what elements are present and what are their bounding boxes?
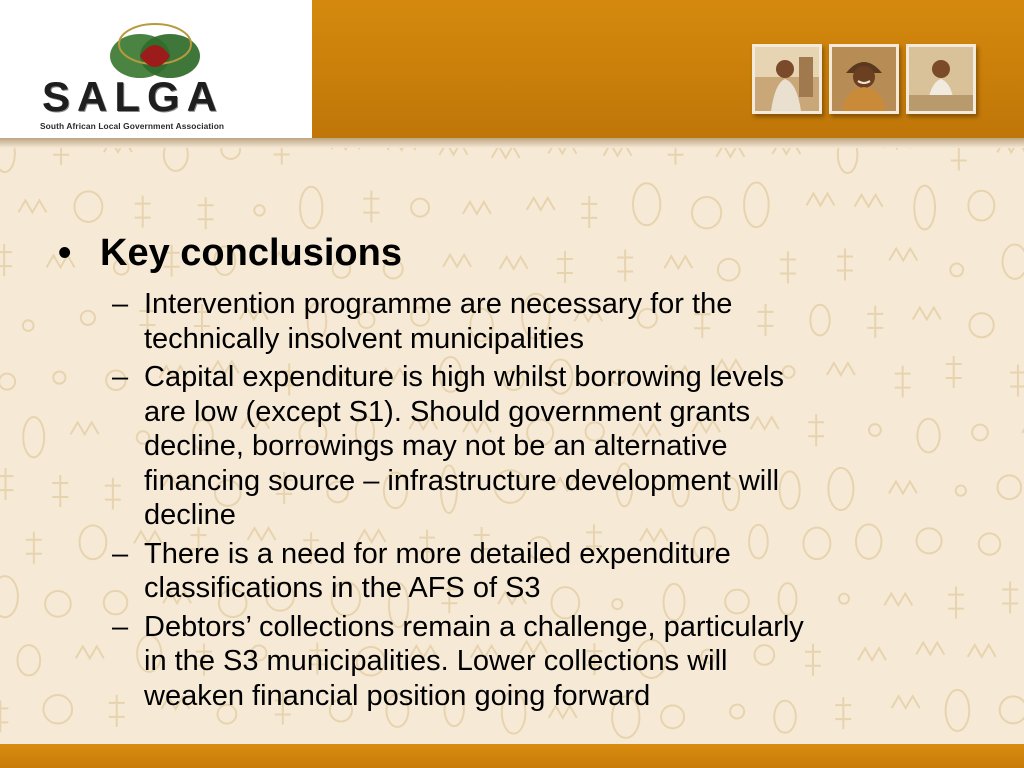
dash-marker: – xyxy=(112,361,129,393)
conclusion-item xyxy=(112,610,992,714)
conclusion-item xyxy=(112,360,992,533)
conclusion-item xyxy=(112,287,992,356)
conclusion-text: Intervention programme are necessary for the technically insolvent municipalities xyxy=(144,288,733,355)
footer-bar xyxy=(0,744,1024,768)
slide-heading: Key conclusions xyxy=(100,232,402,274)
dash-marker: – xyxy=(112,610,129,643)
conclusion-text: There is a need for more detailed expenditure classifications in the AFS of S3 xyxy=(144,537,731,604)
salga-tagline: South African Local Government Association xyxy=(40,121,225,131)
bullet-dot: • xyxy=(58,232,72,274)
dash-marker: – xyxy=(112,288,129,320)
conclusion-item xyxy=(112,537,992,606)
conclusion-text: Debtors’ collections remain a challenge, particularly in the S3 municipalities. Lower collections will weaken financial position going forward xyxy=(144,610,804,712)
conclusions-list xyxy=(112,287,992,717)
conclusion-text: Capital expenditure is high whilst borrowing levels are low (except S1). Should government grants decline, borrowings may not be an alternative financing source – infrastructure development will decline xyxy=(144,361,784,531)
dash-marker: – xyxy=(112,537,129,570)
salga-wordmark: SALGA xyxy=(42,73,224,120)
